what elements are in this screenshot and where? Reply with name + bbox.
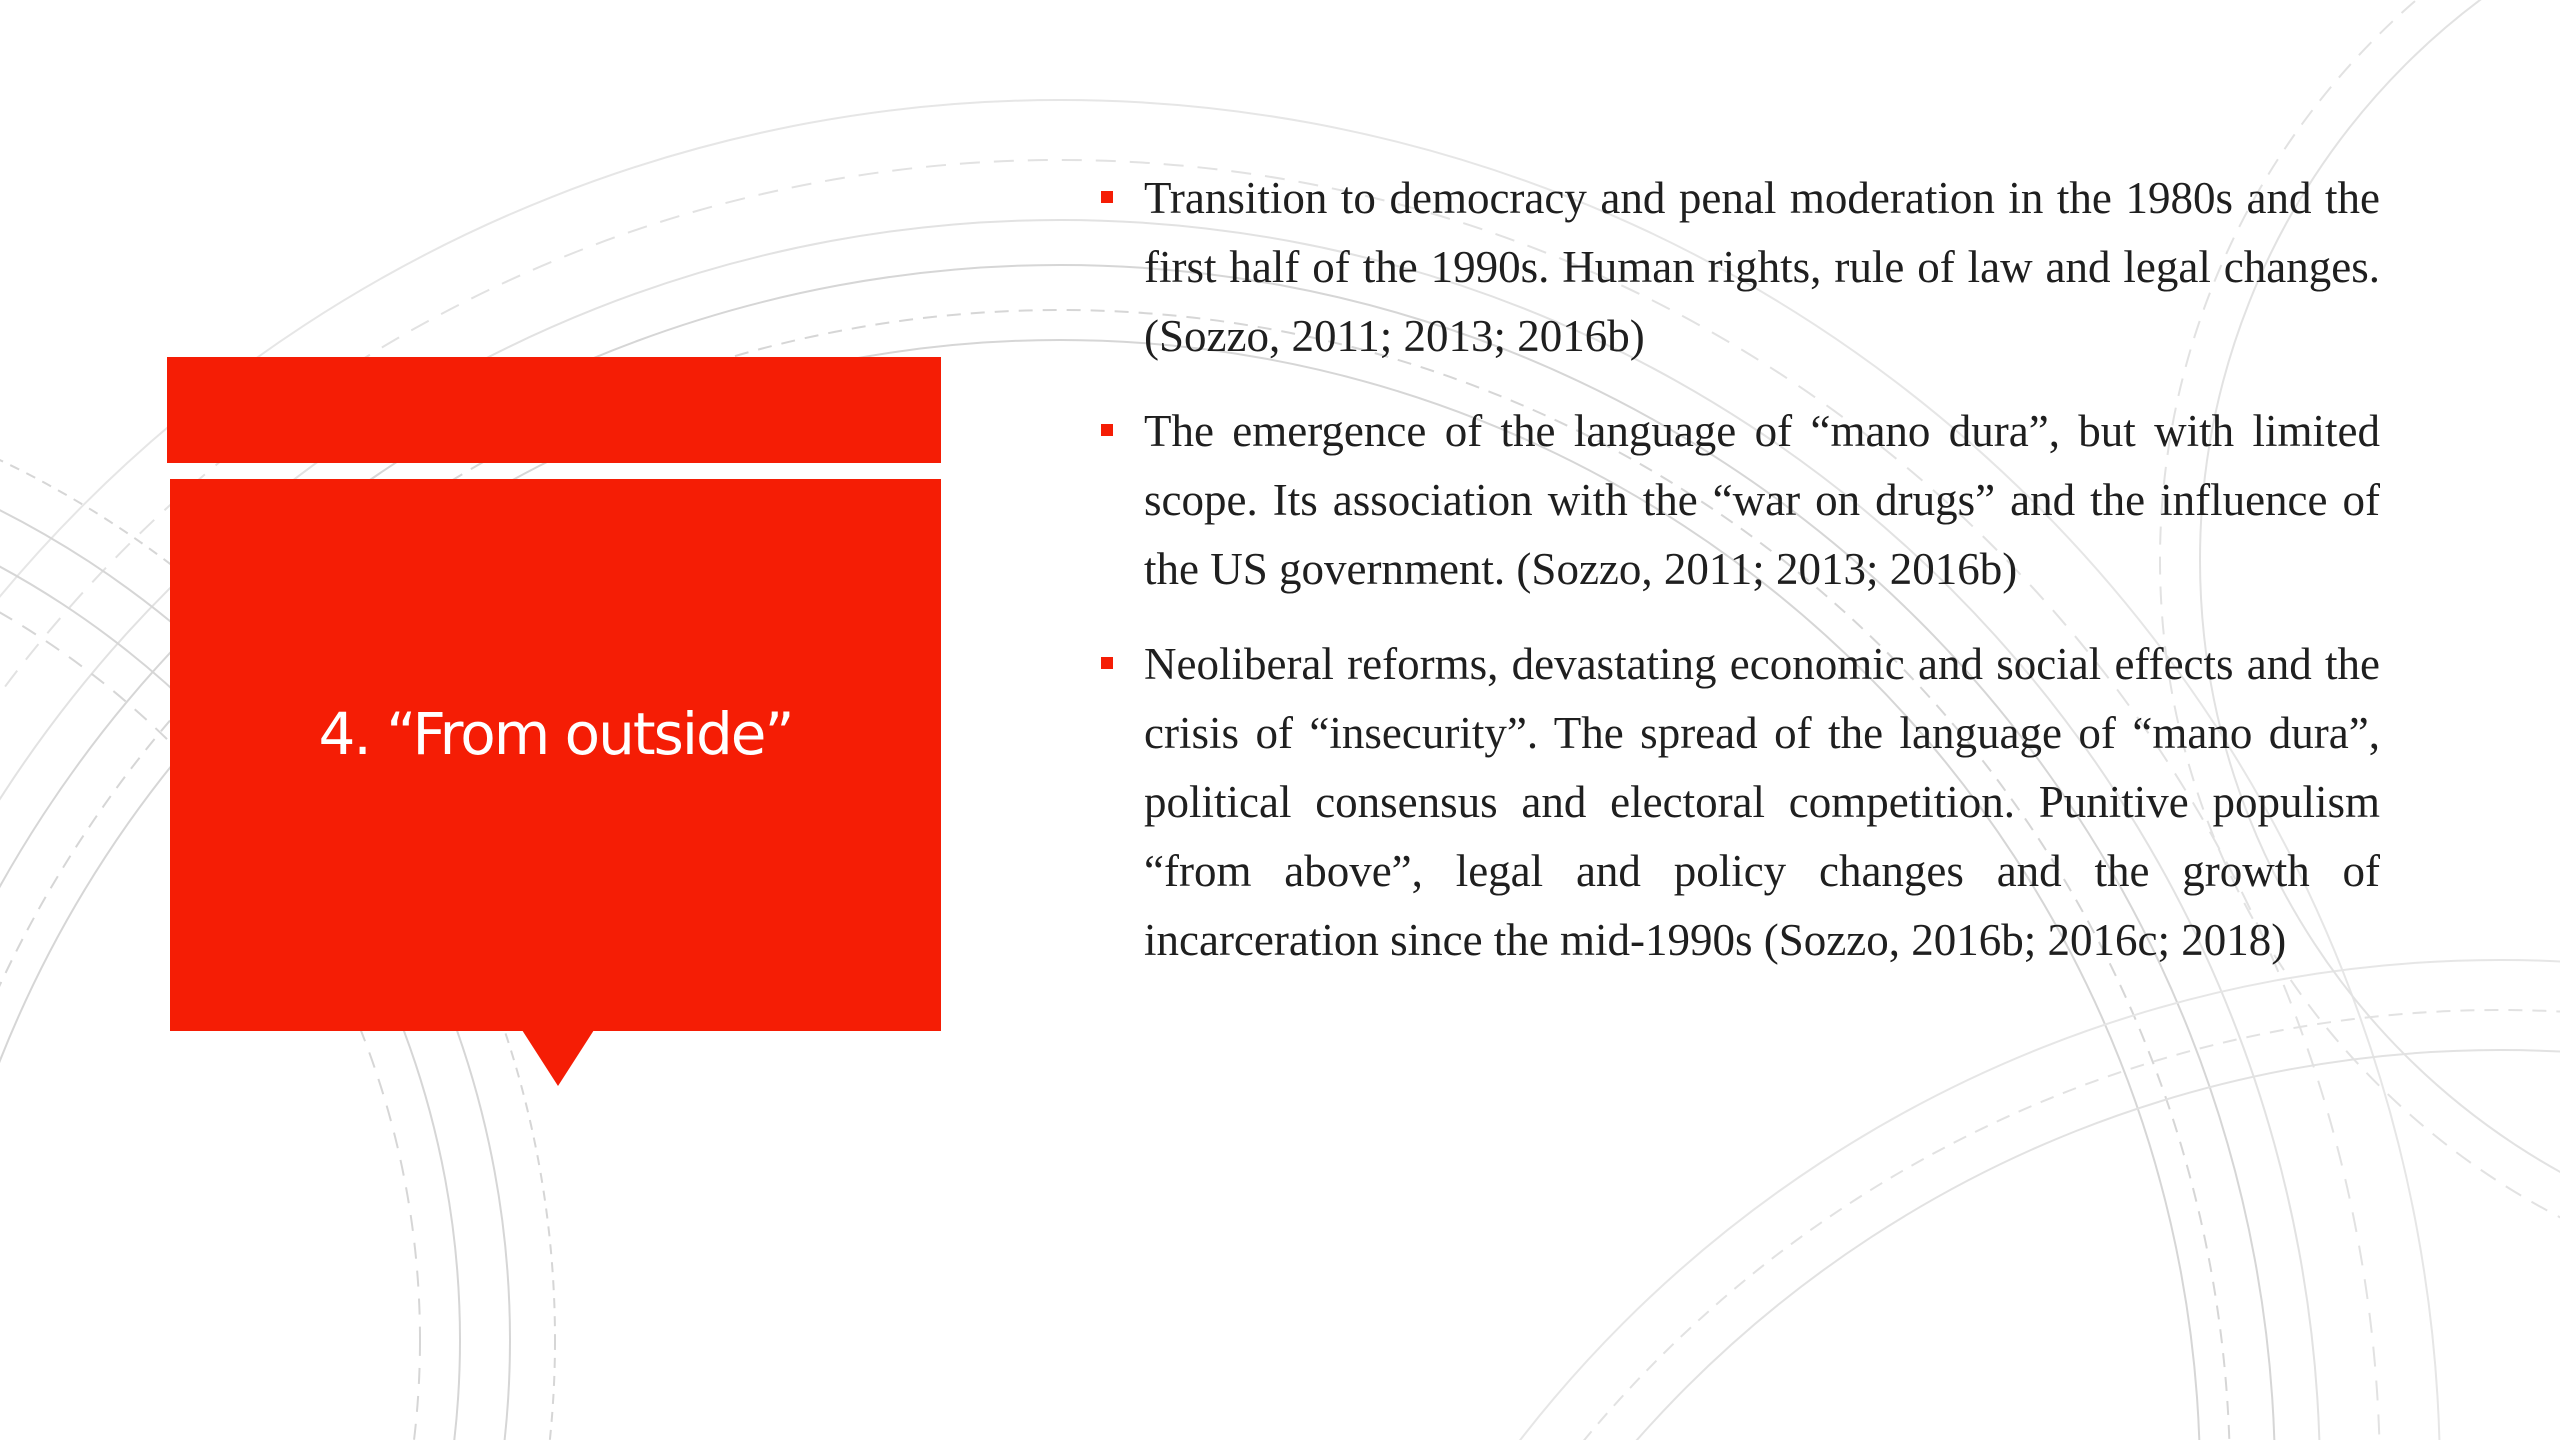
square-bullet-icon — [1101, 191, 1113, 203]
square-bullet-icon — [1101, 657, 1113, 669]
square-bullet-icon — [1101, 424, 1113, 436]
bullet-item — [1100, 630, 2380, 975]
bullet-item — [1100, 397, 2380, 604]
bullet-list — [1100, 164, 2380, 1001]
bullet-text: Neoliberal reforms, devastating economic and social effects and the crisis of “insecurity”. The spread of the language of “mano dura”, political consensus and electoral competition. Punitive populism “from above”, legal and policy changes and the growth of incarceration since the mid-1990s (Sozzo, 2016b; 2016c; 2018) — [1144, 639, 2380, 965]
bullet-text: The emergence of the language of “mano dura”, but with limited scope. Its association with the “war on drugs” and the influence of the US government. (Sozzo, 2011; 2013; 2016b) — [1144, 406, 2380, 594]
slide-title: 4. “From outside” — [318, 700, 793, 768]
title-callout-pointer — [522, 1030, 594, 1086]
title-accent-bar — [167, 357, 941, 463]
bullet-item — [1100, 164, 2380, 371]
bullet-text: Transition to democracy and penal moderation in the 1980s and the first half of the 1990s. Human rights, rule of law and legal changes. (Sozzo, 2011; 2013; 2016b) — [1144, 173, 2380, 361]
